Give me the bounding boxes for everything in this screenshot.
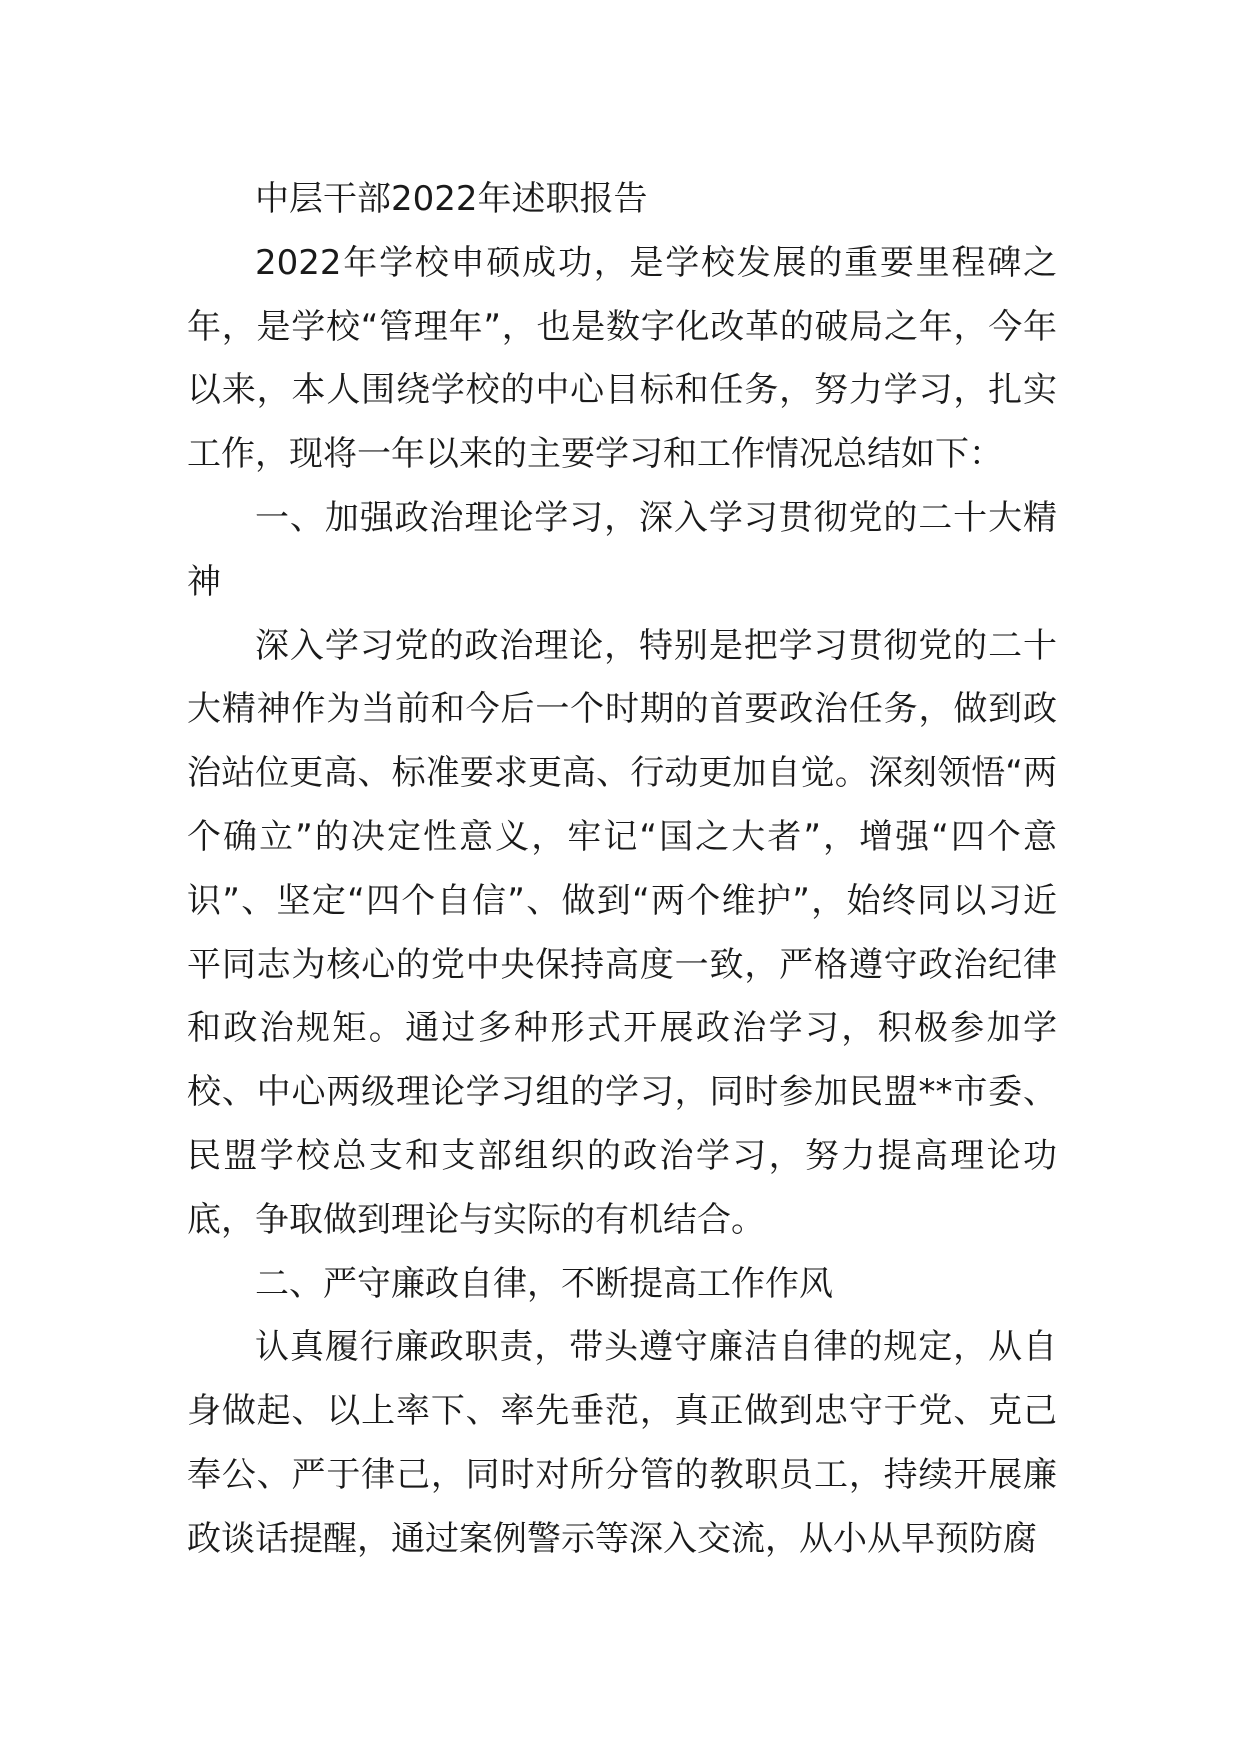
- section-2-paragraph: 认真履行廉政职责，带头遵守廉洁自律的规定，从自身做起、以上率下、率先垂范，真正做到忠守于党、克己奉公、严于律己，同时对所分管的教职员工，持续开展廉政谈话提醒，通过案例警示等深入交流，从小从早预防腐: [187, 1327, 1057, 1559]
- document-title: 中层干部2022年述职报告: [255, 179, 648, 219]
- document-body: [187, 168, 1057, 1572]
- section-heading-1: 一、加强政治理论学习，深入学习贯彻党的二十大精神: [187, 497, 1057, 602]
- section-heading-2: 二、严守廉政自律，不断提高工作作风: [255, 1263, 833, 1304]
- section-1-paragraph: 深入学习党的政治理论，特别是把学习贯彻党的二十大精神作为当前和今后一个时期的首要政治任务，做到政治站位更高、标准要求更高、行动更加自觉。深刻领悟“两个确立”的决定性意义，牢记“国之大者”，增强“四个意识”、坚定“四个自信”、做到“两个维护”，始终同以习近平同志为核心的党中央保持高度一致，严格遵守政治纪律和政治规矩。通过多种形式开展政治学习，积极参加学校、中心两级理论学习组的学习，同时参加民盟**市委、民盟学校总支和支部组织的政治学习，努力提高理论功底，争取做到理论与实际的有机结合。: [187, 625, 1057, 1240]
- intro-paragraph: 2022年学校申硕成功，是学校发展的重要里程碑之年，是学校“管理年”，也是数字化改革的破局之年，今年以来，本人围绕学校的中心目标和任务，努力学习，扎实工作，现将一年以来的主要学习和工作情况总结如下：: [187, 242, 1057, 475]
